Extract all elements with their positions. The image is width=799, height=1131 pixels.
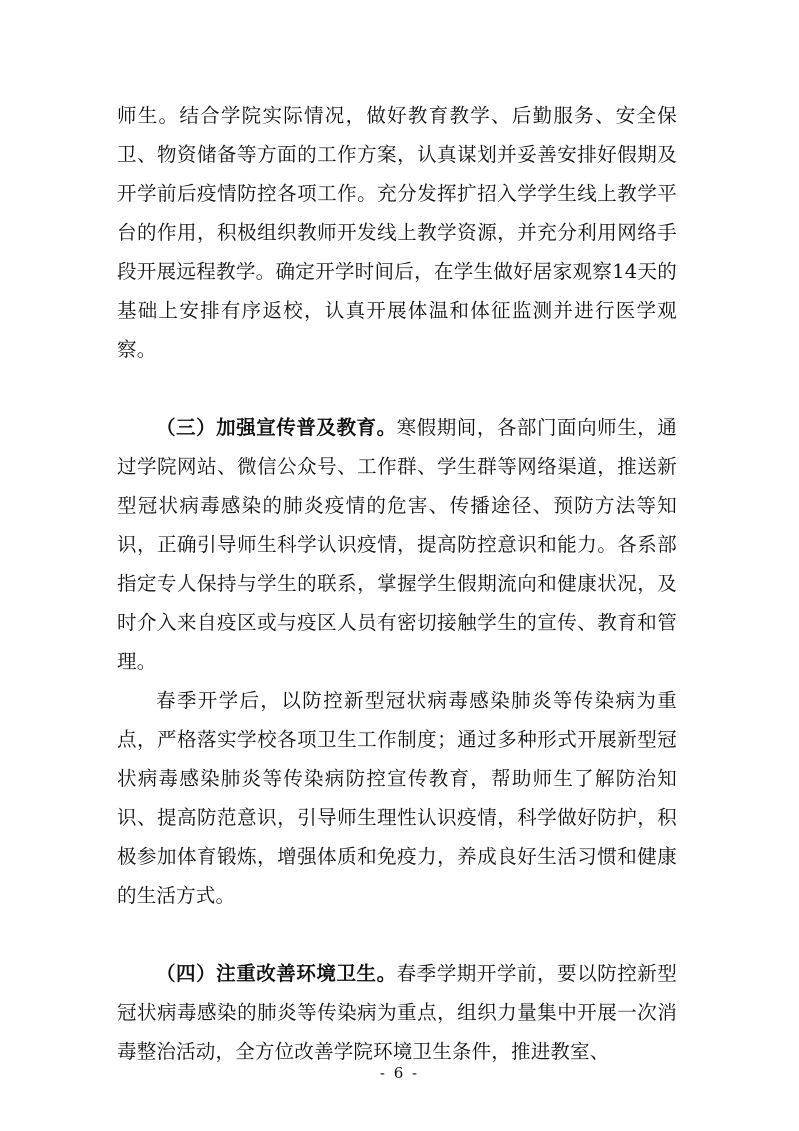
paragraph-text: 寒假期间，各部门面向师生，通过学院网站、微信公众号、工作群、学生群等网络渠道，推送新型冠状病毒感染的肺炎疫情的危害、传播途径、预防方法等知识，正确引导师生科学认识疫情，提高防控意识和能力。各系部指定专人保持与学生的联系，掌握学生假期流向和健康状况，及时介入来自疫区或与疫区人员有密切接触学生的宣传、教育和管理。 (117, 416, 677, 673)
paragraph-text: 春季学期开学前，要以防控新型冠状病毒感染的肺炎等传染病为重点，组织力量集中开展一次消毒整治活动，全方位改善学院环境卫生条件，推进教室、 (117, 962, 677, 1063)
paragraph-continuation (117, 96, 677, 369)
section-heading: （三）加强宣传普及教育。 (156, 416, 397, 439)
page-number: - 6 - (379, 1064, 420, 1082)
section-four-paragraph (117, 954, 677, 1071)
paragraph-text: 师生。结合学院实际情况，做好教育教学、后勤服务、安全保卫、物资储备等方面的工作方案，认真谋划并妥善安排好假期及开学前后疫情防控各项工作。充分发挥扩招入学学生线上教学平台的作用，积极组织教师开发线上教学资源，并充分利用网络手段开展远程教学。确定开学时间后，在学生做好居家观察14天的基础上安排有序返校，认真开展体温和体征监测并进行医学观察。 (117, 104, 677, 361)
spring-semester-paragraph (117, 681, 677, 915)
section-heading: （四）注重改善环境卫生。 (156, 962, 397, 985)
paragraph-text: 春季开学后，以防控新型冠状病毒感染肺炎等传染病为重点，严格落实学校各项卫生工作制度；通过多种形式开展新型冠状病毒感染肺炎等传染病防控宣传教育，帮助师生了解防治知识、提高防范意识，引导师生理性认识疫情，科学做好防护，积极参加体育锻炼，增强体质和免疫力，养成良好生活习惯和健康的生活方式。 (117, 689, 677, 907)
section-three-paragraph (117, 408, 677, 681)
